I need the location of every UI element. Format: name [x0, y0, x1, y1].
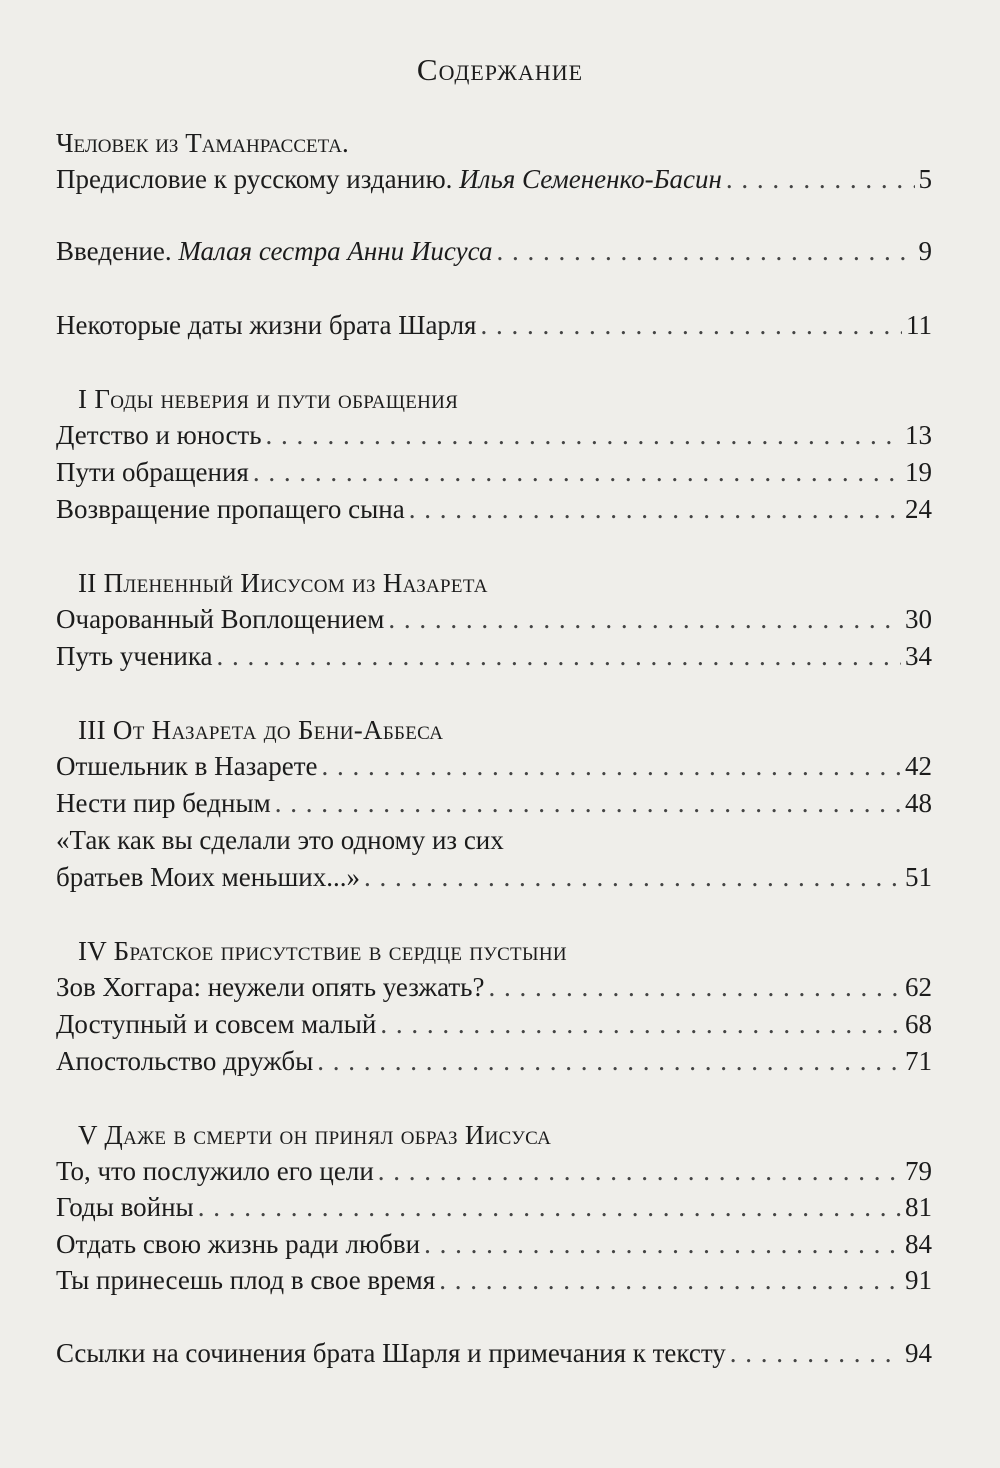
toc-entry-label: Отдать свою жизнь ради любви [56, 1229, 421, 1259]
dot-leader [480, 310, 902, 341]
toc-entry-label: Годы войны [56, 1192, 194, 1222]
toc-entry[interactable] [56, 972, 932, 1008]
toc-entry-page: 81 [905, 1192, 932, 1222]
toc-entry-label: Некоторые даты жизни брата Шарля [56, 310, 477, 340]
dot-leader [253, 457, 901, 488]
toc-entry-page: 79 [905, 1156, 932, 1186]
dot-leader [488, 972, 901, 1003]
page-title: Содержание [416, 52, 584, 87]
toc-entry-notes[interactable] [56, 1338, 932, 1374]
dot-leader [378, 1156, 901, 1187]
toc-entry-page: 24 [905, 494, 932, 524]
toc-entry[interactable] [56, 1009, 932, 1045]
toc-entry[interactable] [56, 1229, 932, 1265]
toc-entry-page: 34 [905, 641, 932, 671]
dot-leader [424, 1229, 901, 1260]
toc-entry[interactable] [56, 604, 932, 640]
toc-entry-page: 19 [905, 457, 932, 487]
toc-entry-page: 9 [918, 236, 932, 266]
toc-entry-label: братьев Моих меньших...» [56, 862, 360, 892]
toc-entry-page: 62 [905, 972, 932, 1002]
toc-entry-label: Нести пир бедным [56, 788, 271, 818]
introduction-author: Малая сестра Анни Иисуса [178, 236, 493, 266]
toc-entry-page: 51 [905, 862, 932, 892]
toc-entry[interactable] [56, 862, 932, 898]
dot-leader [726, 164, 915, 195]
toc-entry-label: Детство и юность [56, 420, 262, 450]
toc-entry[interactable] [56, 420, 932, 456]
toc-entry[interactable] [56, 751, 932, 787]
dot-leader [217, 641, 901, 672]
part-heading-1: I Годы неверия и пути обращения [78, 384, 459, 414]
toc-entry[interactable] [56, 1265, 932, 1301]
toc-entry-page: 94 [905, 1338, 932, 1368]
toc-entry[interactable] [56, 1046, 932, 1082]
toc-entry-label: Путь ученика [56, 641, 213, 671]
toc-entry-label: Пути обращения [56, 457, 249, 487]
toc-entry-multiline-first[interactable]: «Так как вы сделали это одному из сих [56, 825, 504, 855]
dot-leader [439, 1265, 901, 1296]
toc-entry-label: Предисловие к русскому изданию. Илья Семененко-Басин [56, 164, 722, 194]
toc-entry-label: Ты принесешь плод в свое время [56, 1265, 436, 1295]
toc-entry-label: Апостольство дружбы [56, 1046, 314, 1076]
preface-author: Илья Семененко-Басин [459, 164, 722, 194]
toc-entry-preface[interactable] [56, 164, 932, 200]
toc-entry-label: Зов Хоггара: неужели опять уезжать? [56, 972, 485, 1002]
toc-entry-page: 91 [905, 1265, 932, 1295]
toc-entry[interactable] [56, 457, 932, 493]
toc-entry[interactable] [56, 1156, 932, 1192]
dot-leader [730, 1338, 901, 1369]
toc-entry-page: 48 [905, 788, 932, 818]
toc-entry-page: 71 [905, 1046, 932, 1076]
dot-leader [388, 604, 901, 635]
toc-entry-page: 11 [906, 310, 932, 340]
dot-leader [317, 1046, 901, 1077]
dot-leader [322, 751, 901, 782]
dot-leader [266, 420, 901, 451]
toc-entry-page: 42 [905, 751, 932, 781]
toc-entry-label: Доступный и совсем малый [56, 1009, 377, 1039]
toc-entry-dates[interactable] [56, 310, 932, 346]
dot-leader [198, 1192, 901, 1223]
toc-entry[interactable] [56, 788, 932, 824]
part-heading-2: II Плененный Иисусом из Назарета [78, 568, 488, 598]
toc-entry-page: 68 [905, 1009, 932, 1039]
toc-entry-page: 13 [905, 420, 932, 450]
toc-entry[interactable] [56, 1192, 932, 1228]
toc-entry-page: 30 [905, 604, 932, 634]
toc-entry-label: Введение. Малая сестра Анни Иисуса [56, 236, 493, 266]
part-heading-4: IV Братское присутствие в сердце пустыни [78, 936, 567, 966]
dot-leader [364, 862, 901, 893]
part-heading-3: III От Назарета до Бени-Аббеса [78, 715, 444, 745]
dot-leader [496, 236, 914, 267]
toc-entry[interactable] [56, 641, 932, 677]
preface-title-line: Человек из Таманрассета. [56, 128, 349, 158]
toc-entry-introduction[interactable] [56, 236, 932, 272]
part-heading-5: V Даже в смерти он принял образ Иисуса [78, 1120, 552, 1150]
toc-entry[interactable] [56, 494, 932, 530]
dot-leader [380, 1009, 901, 1040]
toc-entry-page: 84 [905, 1229, 932, 1259]
dot-leader [409, 494, 901, 525]
toc-entry-label: Отшельник в Назарете [56, 751, 318, 781]
toc-entry-label: Возвращение пропащего сына [56, 494, 405, 524]
toc-entry-label: Ссылки на сочинения брата Шарля и примечания к тексту [56, 1338, 726, 1368]
toc-entry-page: 5 [918, 164, 932, 194]
dot-leader [275, 788, 901, 819]
toc-entry-label: То, что послужило его цели [56, 1156, 374, 1186]
toc-entry-label: Очарованный Воплощением [56, 604, 385, 634]
